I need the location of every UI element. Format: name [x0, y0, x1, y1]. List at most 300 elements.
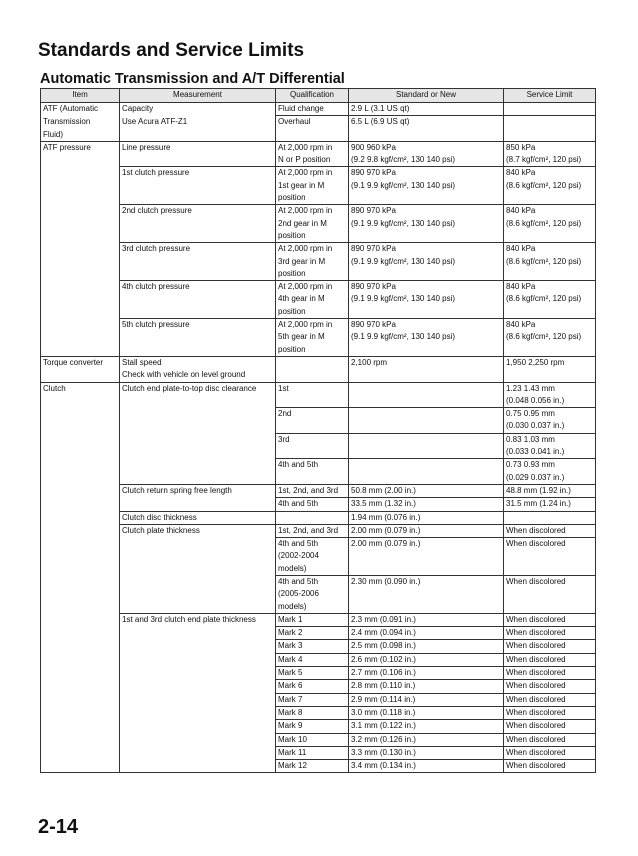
- service-limit-cell: 1.23 1.43 mm: [504, 382, 596, 395]
- qualification-cell: [276, 129, 349, 142]
- qualification-cell: Mark 2: [276, 627, 349, 640]
- standard-cell: 3.1 mm (0.122 in.): [349, 720, 504, 733]
- service-limit-cell: When discolored: [504, 733, 596, 746]
- qualification-cell: At 2,000 rpm in: [276, 243, 349, 256]
- qualification-cell: 4th and 5th: [276, 575, 349, 588]
- standard-cell: [349, 192, 504, 205]
- standard-cell: 3.4 mm (0.134 in.): [349, 760, 504, 773]
- table-row: [41, 693, 596, 706]
- item-cell: [41, 667, 120, 680]
- service-limit-cell: 48.8 mm (1.92 in.): [504, 484, 596, 497]
- measurement-cell: [120, 192, 276, 205]
- item-cell: [41, 243, 120, 256]
- qualification-cell: 1st, 2nd, and 3rd: [276, 484, 349, 497]
- item-cell: [41, 575, 120, 588]
- table-row: [41, 218, 596, 230]
- qualification-cell: Fluid change: [276, 103, 349, 116]
- item-cell: [41, 230, 120, 243]
- standard-cell: [349, 550, 504, 562]
- table-row: [41, 356, 596, 369]
- measurement-cell: [120, 720, 276, 733]
- measurement-cell: [120, 706, 276, 719]
- measurement-cell: [120, 601, 276, 614]
- qualification-cell: [276, 395, 349, 408]
- qualification-cell: 4th gear in M: [276, 293, 349, 305]
- table-row: [41, 141, 596, 154]
- measurement-cell: [120, 563, 276, 576]
- table-row: [41, 154, 596, 167]
- column-header-standard: Standard or New: [349, 89, 504, 103]
- standard-cell: [349, 230, 504, 243]
- service-limit-cell: [504, 369, 596, 382]
- qualification-cell: Mark 8: [276, 706, 349, 719]
- item-cell: Transmission: [41, 116, 120, 129]
- service-limit-cell: When discolored: [504, 720, 596, 733]
- standard-cell: 2.3 mm (0.091 in.): [349, 613, 504, 626]
- item-cell: [41, 154, 120, 167]
- qualification-cell: [276, 356, 349, 369]
- item-cell: [41, 395, 120, 408]
- standard-cell: (9.1 9.9 kgf/cm², 130 140 psi): [349, 180, 504, 192]
- standard-cell: 2.9 mm (0.114 in.): [349, 693, 504, 706]
- qualification-cell: At 2,000 rpm in: [276, 281, 349, 294]
- measurement-cell: [120, 640, 276, 653]
- measurement-cell: [120, 154, 276, 167]
- table-row: [41, 538, 596, 551]
- measurement-cell: [120, 180, 276, 192]
- column-header-item: Item: [41, 89, 120, 103]
- standard-cell: 2.9 L (3.1 US qt): [349, 103, 504, 116]
- qualification-cell: [276, 511, 349, 524]
- service-limit-cell: 840 kPa: [504, 243, 596, 256]
- service-limit-cell: (8.6 kgf/cm², 120 psi): [504, 218, 596, 230]
- qualification-cell: 4th and 5th: [276, 459, 349, 472]
- service-limit-cell: (8.7 kgf/cm², 120 psi): [504, 154, 596, 167]
- table-row: [41, 192, 596, 205]
- standard-cell: 2.30 mm (0.090 in.): [349, 575, 504, 588]
- table-header-row: [41, 89, 596, 103]
- measurement-cell: 3rd clutch pressure: [120, 243, 276, 256]
- measurement-cell: [120, 627, 276, 640]
- item-cell: [41, 446, 120, 459]
- standard-cell: (9.2 9.8 kgf/cm², 130 140 psi): [349, 154, 504, 167]
- item-cell: ATF (Automatic: [41, 103, 120, 116]
- table-row: [41, 550, 596, 562]
- qualification-cell: Mark 3: [276, 640, 349, 653]
- service-limit-cell: (8.6 kgf/cm², 120 psi): [504, 331, 596, 343]
- service-limit-cell: (0.030 0.037 in.): [504, 420, 596, 433]
- item-cell: [41, 268, 120, 281]
- table-row: [41, 746, 596, 759]
- service-limit-cell: When discolored: [504, 693, 596, 706]
- table-row: [41, 733, 596, 746]
- measurement-cell: [120, 538, 276, 551]
- standard-cell: [349, 420, 504, 433]
- table-row: [41, 680, 596, 693]
- item-cell: [41, 746, 120, 759]
- standard-cell: 900 960 kPa: [349, 141, 504, 154]
- table-row: [41, 588, 596, 600]
- qualification-cell: 1st, 2nd, and 3rd: [276, 524, 349, 537]
- column-header-qualification: Qualification: [276, 89, 349, 103]
- measurement-cell: [120, 420, 276, 433]
- service-limit-cell: [504, 550, 596, 562]
- service-limit-cell: [504, 192, 596, 205]
- item-cell: [41, 420, 120, 433]
- item-cell: [41, 627, 120, 640]
- measurement-cell: 1st clutch pressure: [120, 167, 276, 180]
- item-cell: [41, 538, 120, 551]
- table-row: [41, 524, 596, 537]
- item-cell: [41, 319, 120, 332]
- item-cell: [41, 306, 120, 319]
- measurement-cell: [120, 218, 276, 230]
- measurement-cell: [120, 331, 276, 343]
- standard-cell: [349, 306, 504, 319]
- item-cell: [41, 281, 120, 294]
- standard-cell: (9.1 9.9 kgf/cm², 130 140 psi): [349, 331, 504, 343]
- standard-cell: [349, 268, 504, 281]
- item-cell: [41, 720, 120, 733]
- measurement-cell: [120, 733, 276, 746]
- table-row: [41, 116, 596, 129]
- standard-cell: [349, 395, 504, 408]
- table-row: [41, 420, 596, 433]
- service-limit-cell: When discolored: [504, 760, 596, 773]
- qualification-cell: (2002-2004: [276, 550, 349, 562]
- standard-cell: 33.5 mm (1.32 in.): [349, 498, 504, 511]
- qualification-cell: [276, 472, 349, 485]
- standard-cell: 890 970 kPa: [349, 243, 504, 256]
- item-cell: [41, 733, 120, 746]
- standard-cell: [349, 382, 504, 395]
- qualification-cell: 1st: [276, 382, 349, 395]
- table-row: [41, 472, 596, 485]
- table-row: [41, 498, 596, 511]
- table-row: [41, 667, 596, 680]
- measurement-cell: [120, 230, 276, 243]
- qualification-cell: models): [276, 563, 349, 576]
- measurement-cell: [120, 498, 276, 511]
- service-limit-cell: [504, 129, 596, 142]
- service-limit-cell: 840 kPa: [504, 205, 596, 218]
- table-row: [41, 484, 596, 497]
- table-row: [41, 281, 596, 294]
- table-row: [41, 180, 596, 192]
- service-limit-cell: When discolored: [504, 706, 596, 719]
- specifications-table: [40, 88, 596, 773]
- measurement-cell: [120, 472, 276, 485]
- table-row: [41, 653, 596, 666]
- item-cell: [41, 433, 120, 446]
- service-limit-cell: 0.83 1.03 mm: [504, 433, 596, 446]
- column-header-service-limit: Service Limit: [504, 89, 596, 103]
- item-cell: [41, 511, 120, 524]
- qualification-cell: At 2,000 rpm in: [276, 141, 349, 154]
- service-limit-cell: When discolored: [504, 627, 596, 640]
- service-limit-cell: 1,950 2,250 rpm: [504, 356, 596, 369]
- qualification-cell: At 2,000 rpm in: [276, 167, 349, 180]
- standard-cell: 2.00 mm (0.079 in.): [349, 524, 504, 537]
- item-cell: [41, 613, 120, 626]
- table-row: [41, 575, 596, 588]
- qualification-cell: Mark 4: [276, 653, 349, 666]
- service-limit-cell: 840 kPa: [504, 319, 596, 332]
- service-limit-cell: When discolored: [504, 640, 596, 653]
- table-row: [41, 563, 596, 576]
- item-cell: [41, 524, 120, 537]
- service-limit-cell: [504, 268, 596, 281]
- table-row: [41, 331, 596, 343]
- standard-cell: (9.1 9.9 kgf/cm², 130 140 psi): [349, 256, 504, 268]
- service-limit-cell: (0.029 0.037 in.): [504, 472, 596, 485]
- qualification-cell: position: [276, 306, 349, 319]
- table-row: [41, 256, 596, 268]
- item-cell: [41, 760, 120, 773]
- section-title: Automatic Transmission and A/T Differential: [40, 71, 345, 87]
- standard-cell: (9.1 9.9 kgf/cm², 130 140 psi): [349, 293, 504, 305]
- table-row: [41, 446, 596, 459]
- item-cell: [41, 550, 120, 562]
- measurement-cell: Line pressure: [120, 141, 276, 154]
- measurement-cell: Capacity: [120, 103, 276, 116]
- standard-cell: [349, 129, 504, 142]
- item-cell: [41, 205, 120, 218]
- measurement-cell: [120, 746, 276, 759]
- service-limit-cell: 850 kPa: [504, 141, 596, 154]
- measurement-cell: Clutch disc thickness: [120, 511, 276, 524]
- item-cell: [41, 640, 120, 653]
- table-row: [41, 230, 596, 243]
- table-row: [41, 408, 596, 421]
- service-limit-cell: [504, 588, 596, 600]
- measurement-cell: [120, 446, 276, 459]
- standard-cell: [349, 459, 504, 472]
- qualification-cell: Mark 12: [276, 760, 349, 773]
- qualification-cell: At 2,000 rpm in: [276, 205, 349, 218]
- service-limit-cell: When discolored: [504, 680, 596, 693]
- table-row: [41, 167, 596, 180]
- qualification-cell: N or P position: [276, 154, 349, 167]
- standard-cell: 3.0 mm (0.118 in.): [349, 706, 504, 719]
- table-row: [41, 627, 596, 640]
- table-row: [41, 369, 596, 382]
- service-limit-cell: [504, 601, 596, 614]
- standard-cell: 2.6 mm (0.102 in.): [349, 653, 504, 666]
- qualification-cell: Mark 9: [276, 720, 349, 733]
- qualification-cell: (2005-2006: [276, 588, 349, 600]
- table-row: [41, 511, 596, 524]
- standard-cell: (9.1 9.9 kgf/cm², 130 140 psi): [349, 218, 504, 230]
- measurement-cell: Stall speed: [120, 356, 276, 369]
- service-limit-cell: When discolored: [504, 575, 596, 588]
- standard-cell: 3.2 mm (0.126 in.): [349, 733, 504, 746]
- table-row: [41, 760, 596, 773]
- item-cell: [41, 293, 120, 305]
- standard-cell: 3.3 mm (0.130 in.): [349, 746, 504, 759]
- qualification-cell: 1st gear in M: [276, 180, 349, 192]
- standard-cell: 2.8 mm (0.110 in.): [349, 680, 504, 693]
- item-cell: Fluid): [41, 129, 120, 142]
- qualification-cell: models): [276, 601, 349, 614]
- qualification-cell: Mark 7: [276, 693, 349, 706]
- qualification-cell: position: [276, 268, 349, 281]
- service-limit-cell: When discolored: [504, 667, 596, 680]
- item-cell: [41, 484, 120, 497]
- item-cell: [41, 256, 120, 268]
- measurement-cell: [120, 459, 276, 472]
- qualification-cell: 5th gear in M: [276, 331, 349, 343]
- measurement-cell: Clutch end plate-to-top disc clearance: [120, 382, 276, 395]
- measurement-cell: [120, 129, 276, 142]
- item-cell: [41, 218, 120, 230]
- item-cell: Clutch: [41, 382, 120, 395]
- service-limit-cell: When discolored: [504, 613, 596, 626]
- table-row: [41, 382, 596, 395]
- item-cell: [41, 192, 120, 205]
- table-row: [41, 601, 596, 614]
- standard-cell: 890 970 kPa: [349, 205, 504, 218]
- table-row: [41, 268, 596, 281]
- item-cell: [41, 693, 120, 706]
- standard-cell: 2,100 rpm: [349, 356, 504, 369]
- service-limit-cell: [504, 511, 596, 524]
- qualification-cell: 3rd: [276, 433, 349, 446]
- item-cell: [41, 459, 120, 472]
- item-cell: Torque converter: [41, 356, 120, 369]
- table-body: [41, 103, 596, 773]
- measurement-cell: [120, 293, 276, 305]
- measurement-cell: [120, 667, 276, 680]
- measurement-cell: [120, 395, 276, 408]
- item-cell: [41, 601, 120, 614]
- service-limit-cell: When discolored: [504, 653, 596, 666]
- standard-cell: 890 970 kPa: [349, 167, 504, 180]
- standard-cell: [349, 563, 504, 576]
- measurement-cell: [120, 408, 276, 421]
- service-limit-cell: [504, 230, 596, 243]
- item-cell: [41, 706, 120, 719]
- item-cell: [41, 680, 120, 693]
- standard-cell: [349, 446, 504, 459]
- measurement-cell: [120, 344, 276, 357]
- item-cell: ATF pressure: [41, 141, 120, 154]
- measurement-cell: Use Acura ATF-Z1: [120, 116, 276, 129]
- standard-cell: 2.4 mm (0.094 in.): [349, 627, 504, 640]
- table-row: [41, 459, 596, 472]
- service-limit-cell: [504, 116, 596, 129]
- standard-cell: [349, 369, 504, 382]
- service-limit-cell: 31.5 mm (1.24 in.): [504, 498, 596, 511]
- item-cell: [41, 498, 120, 511]
- table-row: [41, 706, 596, 719]
- qualification-cell: At 2,000 rpm in: [276, 319, 349, 332]
- service-limit-cell: (8.6 kgf/cm², 120 psi): [504, 293, 596, 305]
- service-limit-cell: 0.75 0.95 mm: [504, 408, 596, 421]
- table-row: [41, 640, 596, 653]
- item-cell: [41, 472, 120, 485]
- service-limit-cell: (0.033 0.041 in.): [504, 446, 596, 459]
- qualification-cell: [276, 369, 349, 382]
- table-row: [41, 243, 596, 256]
- service-limit-cell: (0.048 0.056 in.): [504, 395, 596, 408]
- qualification-cell: 2nd gear in M: [276, 218, 349, 230]
- column-header-measurement: Measurement: [120, 89, 276, 103]
- measurement-cell: Clutch plate thickness: [120, 524, 276, 537]
- measurement-cell: [120, 680, 276, 693]
- measurement-cell: [120, 588, 276, 600]
- standard-cell: 6.5 L (6.9 US qt): [349, 116, 504, 129]
- qualification-cell: [276, 420, 349, 433]
- standard-cell: 1.94 mm (0.076 in.): [349, 511, 504, 524]
- measurement-cell: [120, 693, 276, 706]
- item-cell: [41, 563, 120, 576]
- service-limit-cell: When discolored: [504, 746, 596, 759]
- item-cell: [41, 653, 120, 666]
- qualification-cell: [276, 446, 349, 459]
- table-row: [41, 395, 596, 408]
- service-limit-cell: 0.73 0.93 mm: [504, 459, 596, 472]
- measurement-cell: [120, 256, 276, 268]
- qualification-cell: position: [276, 230, 349, 243]
- service-limit-cell: 840 kPa: [504, 281, 596, 294]
- standard-cell: [349, 588, 504, 600]
- service-limit-cell: [504, 306, 596, 319]
- measurement-cell: [120, 550, 276, 562]
- qualification-cell: position: [276, 344, 349, 357]
- item-cell: [41, 167, 120, 180]
- standard-cell: [349, 472, 504, 485]
- standard-cell: [349, 408, 504, 421]
- measurement-cell: Check with vehicle on level ground: [120, 369, 276, 382]
- standard-cell: [349, 601, 504, 614]
- table-row: [41, 129, 596, 142]
- item-cell: [41, 408, 120, 421]
- standard-cell: [349, 344, 504, 357]
- item-cell: [41, 331, 120, 343]
- qualification-cell: 3rd gear in M: [276, 256, 349, 268]
- measurement-cell: [120, 575, 276, 588]
- service-limit-cell: [504, 344, 596, 357]
- standard-cell: 890 970 kPa: [349, 319, 504, 332]
- measurement-cell: 2nd clutch pressure: [120, 205, 276, 218]
- table-row: [41, 720, 596, 733]
- measurement-cell: [120, 433, 276, 446]
- page-title: Standards and Service Limits: [38, 40, 305, 61]
- table-row: [41, 433, 596, 446]
- table-row: [41, 613, 596, 626]
- standard-cell: 2.5 mm (0.098 in.): [349, 640, 504, 653]
- item-cell: [41, 180, 120, 192]
- service-limit-cell: (8.6 kgf/cm², 120 psi): [504, 180, 596, 192]
- measurement-cell: Clutch return spring free length: [120, 484, 276, 497]
- qualification-cell: Overhaul: [276, 116, 349, 129]
- measurement-cell: 5th clutch pressure: [120, 319, 276, 332]
- qualification-cell: Mark 5: [276, 667, 349, 680]
- page-number: 2-14: [38, 816, 79, 838]
- table-row: [41, 293, 596, 305]
- qualification-cell: 4th and 5th: [276, 498, 349, 511]
- service-limit-cell: [504, 563, 596, 576]
- qualification-cell: Mark 11: [276, 746, 349, 759]
- standard-cell: 2.7 mm (0.106 in.): [349, 667, 504, 680]
- qualification-cell: position: [276, 192, 349, 205]
- service-limit-cell: When discolored: [504, 538, 596, 551]
- standard-cell: [349, 433, 504, 446]
- measurement-cell: [120, 760, 276, 773]
- measurement-cell: [120, 306, 276, 319]
- standard-cell: 50.8 mm (2.00 in.): [349, 484, 504, 497]
